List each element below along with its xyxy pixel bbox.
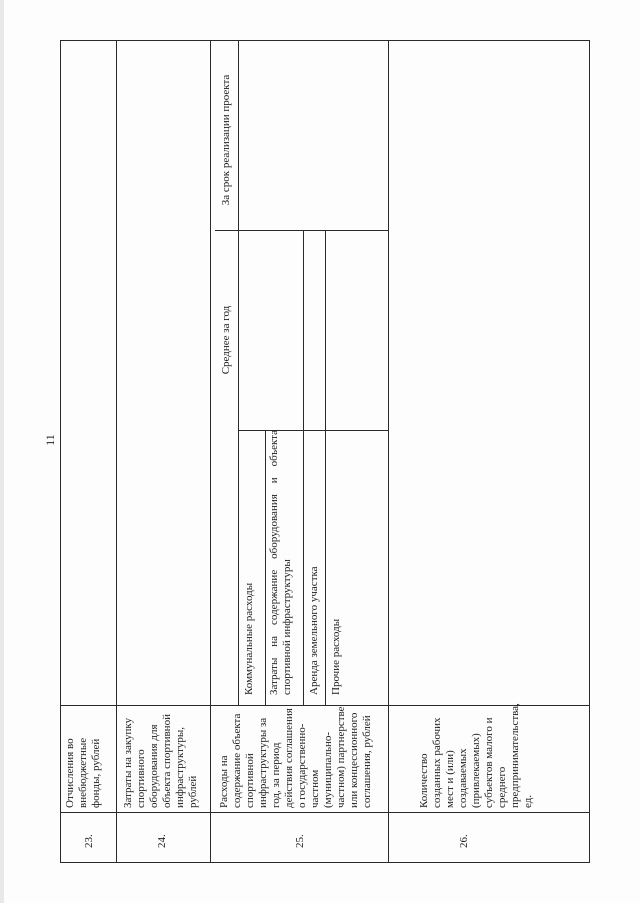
row25-average-period-divider bbox=[215, 230, 239, 231]
row-label: Отчисления во внебюджетные фонды, рублей bbox=[64, 737, 102, 808]
row25-value-divider bbox=[238, 230, 388, 231]
subheader-average-per-year: Среднее за год bbox=[220, 305, 232, 375]
table-border-bottom bbox=[60, 862, 590, 863]
row25-item-divider-2 bbox=[303, 230, 304, 705]
row25-header-divider bbox=[238, 40, 239, 705]
row25-item-divider-3 bbox=[325, 230, 326, 705]
row-number: 25. bbox=[294, 834, 306, 848]
page-edge bbox=[0, 0, 4, 903]
row25-label-value-divider bbox=[238, 430, 388, 431]
row-label: Расходы на содержание объекта спортивной инфраструктуры за год, за период действия соглашения о государственно-частном (муниципально-частном) партнерстве или концессионного соглашения, рублей bbox=[218, 706, 373, 808]
table-border-top bbox=[60, 40, 590, 41]
page-number: 11 bbox=[43, 434, 57, 446]
table-border-left bbox=[60, 40, 61, 863]
rotated-table bbox=[60, 40, 590, 863]
subheader-project-period: За срок реализации проекта bbox=[220, 74, 232, 206]
expense-item: Аренда земельного участка bbox=[308, 566, 320, 695]
row-label: Количество созданных рабочих мест и (или) создаваемых (привлекаемых) субъектов малого и среднего предпринимательства, ед. bbox=[418, 703, 534, 808]
expense-item: Коммунальные расходы bbox=[243, 582, 255, 695]
expense-item: Затраты на содержание оборудования и объекта спортивной инфраструктуры bbox=[268, 430, 293, 695]
row-number: 26. bbox=[458, 834, 470, 848]
row-number: 23. bbox=[83, 834, 95, 848]
row-label: Затраты на закупку спортивного оборудования для объекта спортивной инфраструктуры, рублей bbox=[122, 714, 199, 808]
row-number: 24. bbox=[156, 834, 168, 848]
row-divider-24-25 bbox=[210, 40, 211, 863]
table-border-right bbox=[589, 40, 590, 863]
row25-item-divider-4 bbox=[388, 230, 389, 705]
row25-item-divider-1 bbox=[265, 430, 266, 705]
expense-item: Прочие расходы bbox=[330, 618, 342, 695]
number-column-divider bbox=[60, 812, 590, 813]
row-divider-23-24 bbox=[116, 40, 117, 863]
